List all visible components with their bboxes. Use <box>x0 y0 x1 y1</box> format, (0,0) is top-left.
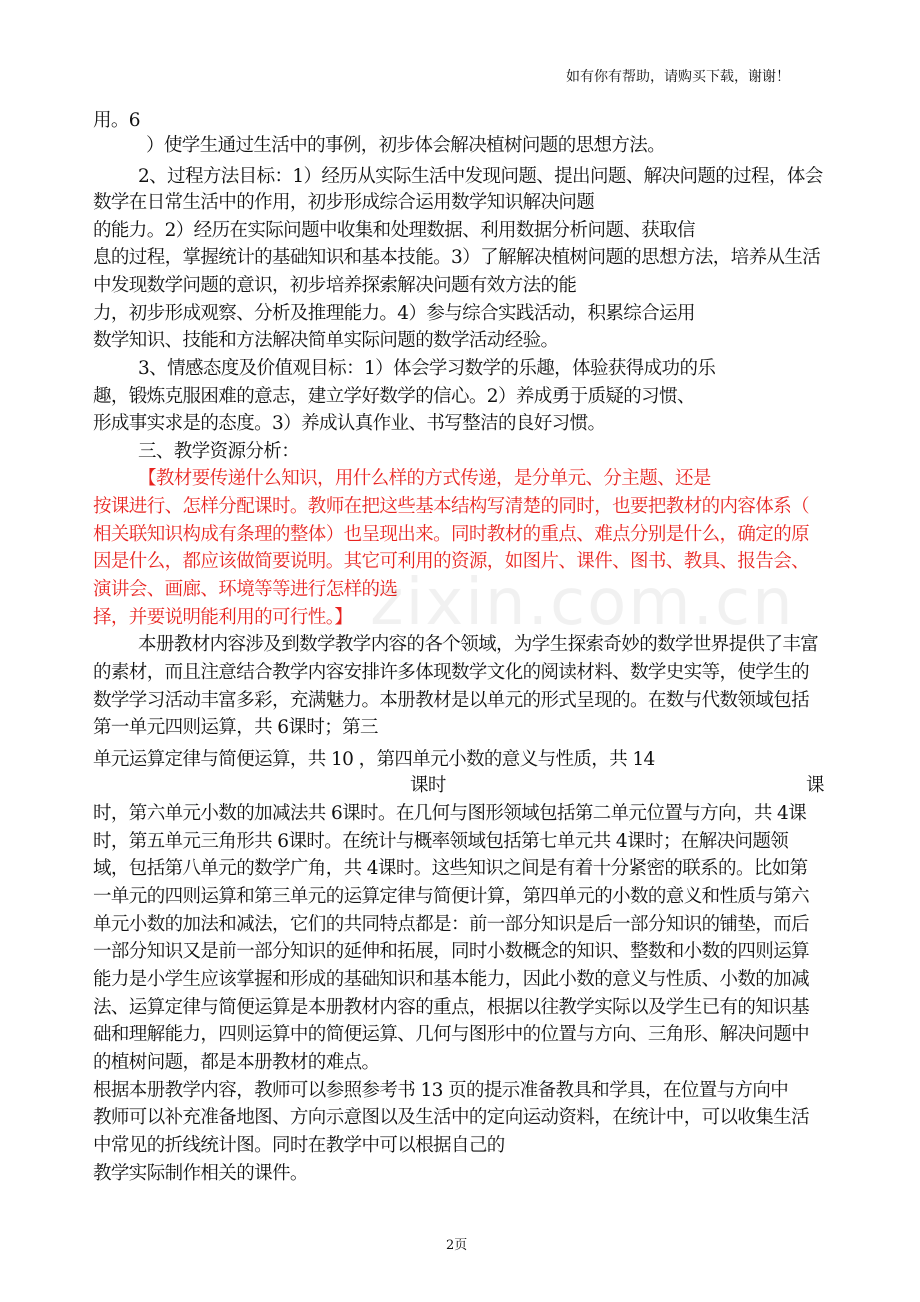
text-line: 用。6 <box>93 110 140 131</box>
text-line: ）使学生通过生活中的事例，初步体会解决植树问题的思想方法。 <box>146 135 666 156</box>
text-line: 形成事实求是的态度。3）养成认真作业、书写整洁的良好习惯。 <box>93 413 606 434</box>
text-line: 法、运算定律与简便运算是本册教材内容的重点，根据以往教学实际以及学生已有的知识基 <box>93 997 810 1018</box>
text-line: 的能力。2）经历在实际问题中收集和处理数据、利用数据分析问题、获取信 <box>93 220 695 241</box>
text-line: 中发现数学问题的意识，初步培养探索解决问题有效方法的能 <box>93 275 577 296</box>
text-line: 数学知识、技能和方法解决简单实际问题的数学活动经验。 <box>93 330 559 351</box>
text-line: 单元运算定律与简便运算，共 10 ，第四单元小数的意义与性质，共 14 <box>93 749 655 770</box>
text-line: 数学学习活动丰富多彩，充满魅力。本册教材是以单元的形式呈现的。在数与代数领域包括 <box>93 690 810 711</box>
red-note-line: 择，并要说明能利用的可行性。】 <box>93 607 353 628</box>
text-line: 教学实际制作相关的课件。 <box>93 1163 308 1184</box>
text-fragment: 课 <box>806 775 824 796</box>
text-line: 2、过程方法目标：1）经历从实际生活中发现问题、提出问题、解决问题的过程，体会 <box>138 166 823 187</box>
text-line: 单元小数的加法和减法，它们的共同特点都是：前一部分知识是后一部分知识的铺垫，而后 <box>93 914 810 935</box>
red-note-line: 按课进行、怎样分配课时。教师在把这些基本结构写清楚的同时，也要把教材的内容体系（ <box>93 496 810 517</box>
text-line: 力，初步形成观察、分析及推理能力。4）参与综合实践活动，积累综合运用 <box>93 303 695 324</box>
text-line: 息的过程，掌握统计的基础知识和基本技能。3）了解解决植树问题的思想方法，培养从生活 <box>93 247 821 268</box>
red-note-line: 相关联知识构成有条理的整体）也呈现出来。同时教材的重点、难点分别是什么，确定的原 <box>93 524 810 545</box>
text-line: 一部分知识又是前一部分知识的延伸和拓展，同时小数概念的知识、整数和小数的四则运算 <box>93 941 810 962</box>
text-line: 时，第五单元三角形共 6课时。在统计与概率领域包括第七单元共 4课时；在解决问题领 <box>93 831 789 852</box>
text-fragment: 课时 <box>410 775 446 796</box>
section-heading: 三、教学资源分析： <box>138 441 300 462</box>
text-line: 第一单元四则运算，共 6课时；第三 <box>93 717 378 738</box>
text-line: 中常见的折线统计图。同时在教学中可以根据自己的 <box>93 1135 505 1156</box>
watermark: zixin.com.cn <box>370 566 795 640</box>
text-line: 时，第六单元小数的加减法共 6课时。在几何与图形领域包括第二单元位置与方向，共 4课 <box>93 803 807 824</box>
text-line: 3、情感态度及价值观目标：1）体会学习数学的乐趣，体验获得成功的乐 <box>138 358 716 379</box>
text-line: 一单元的四则运算和第三单元的运算定律与简便计算，第四单元的小数的意义和性质与第六 <box>93 886 810 907</box>
text-line: 教师可以补充准备地图、方向示意图以及生活中的定向运动资料，在统计中，可以收集生活 <box>93 1107 810 1128</box>
text-line: 本册教材内容涉及到数学教学内容的各个领域，为学生探索奇妙的数学世界提供了丰富 <box>138 634 819 655</box>
red-note-line: 【教材要传递什么知识，用什么样的方式传递，是分单元、分主题、还是 <box>138 468 711 489</box>
text-line: 的素材，而且注意结合教学内容安排许多体现数学文化的阅读材料、数学史实等，使学生的 <box>93 662 810 683</box>
red-note-line: 演讲会、画廊、环境等等进行怎样的选 <box>93 579 398 600</box>
header-note: 如有你有帮助，请购买下载，谢谢！ <box>566 69 790 85</box>
text-line: 趣，锻炼克服困难的意志，建立学好数学的信心。2）养成勇于质疑的习惯、 <box>93 386 695 407</box>
text-line: 根据本册教学内容，教师可以参照参考书 13 页的提示准备教具和学具，在位置与方向中 <box>93 1080 789 1101</box>
text-line: 数学在日常生活中的作用，初步形成综合运用数学知识解决问题 <box>93 192 595 213</box>
red-note-line: 因是什么，都应该做简要说明。其它可利用的资源，如图片、课件、图书、教具、报告会、 <box>93 551 810 572</box>
text-line: 域，包括第八单元的数学广角，共 4课时。这些知识之间是有着十分紧密的联系的。比如第 <box>93 858 808 879</box>
text-line: 的植树问题，都是本册教材的难点。 <box>93 1052 380 1073</box>
text-line: 能力是小学生应该掌握和形成的基础知识和基本能力，因此小数的意义与性质、小数的加减 <box>93 969 810 990</box>
page-number: 2页 <box>446 1238 468 1253</box>
text-line: 础和理解能力，四则运算中的简便运算、几何与图形中的位置与方向、三角形、解决问题中 <box>93 1024 810 1045</box>
